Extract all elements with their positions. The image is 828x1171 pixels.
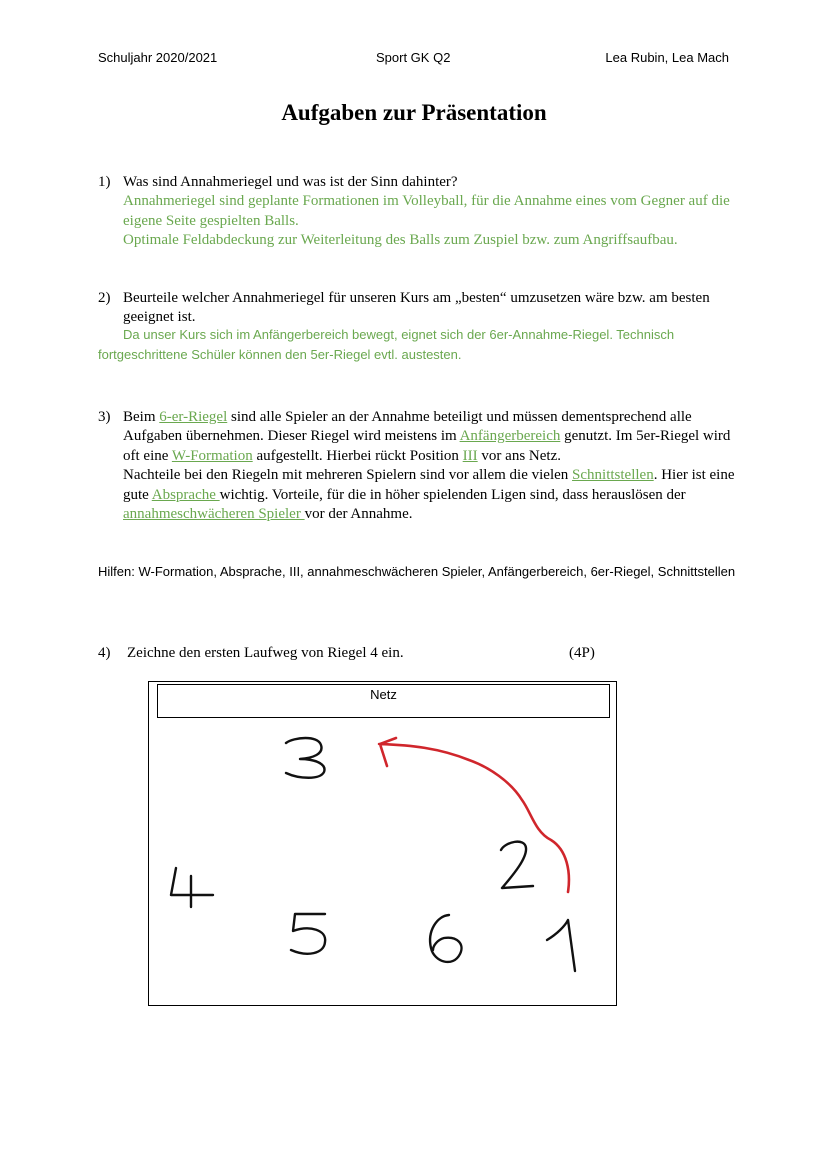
question-1-answer-2: Optimale Feldabdeckung zur Weiterleitung des Balls zum Zuspiel bzw. zum Angriffsaufbau. (123, 232, 678, 249)
hints: Hilfen: W-Formation, Absprache, III, annahmeschwächeren Spieler, Anfängerbereich, 6er-Riegel, Schnittstellen (98, 564, 736, 579)
q3-text-6: Nachteile bei den Riegeln mit mehreren Spielern sind vor allem die vielen (123, 467, 573, 484)
q3-fill-7: annahmeschwächeren Spieler (123, 506, 305, 523)
court-drawing (149, 682, 616, 1005)
question-2-answer: Da unser Kurs sich im Anfängerbereich bewegt, eignet sich der 6er-Annahme-Riegel. Technisch fortgeschrittene Schüler können den 5er-Riegel evtl. austesten. (98, 327, 675, 362)
q3-text-8: wichtig. Vorteile, für die in höher spielenden Ligen sind, dass herauslösen der (219, 486, 686, 503)
question-3 (98, 408, 738, 524)
q3-fill-5: Schnittstellen (572, 467, 654, 484)
volleyball-court (148, 681, 617, 1006)
player-5-icon (291, 914, 325, 954)
q3-fill-6: Absprache (151, 486, 220, 503)
player-1-icon (547, 920, 575, 971)
player-6-icon (430, 915, 461, 962)
q3-text-7: . Hier ist eine gute (123, 467, 735, 503)
question-2 (98, 289, 738, 328)
header-school-year: Schuljahr 2020/2021 (98, 50, 218, 65)
q3-fill-1: 6-er-Riegel (159, 409, 228, 425)
question-2-number: 2) (98, 290, 111, 306)
player-2-icon (501, 842, 533, 888)
question-4-points: (4P) (569, 645, 595, 661)
question-1-text: Was sind Annahmeriegel und was ist der Sinn dahinter? (123, 174, 458, 190)
question-1 (98, 173, 738, 251)
q3-text-3: genutzt. Im 5er-Riegel wird oft eine (123, 428, 731, 464)
net: Netz (157, 684, 610, 718)
running-path-arrow (379, 738, 569, 892)
header-authors: Lea Rubin, Lea Mach (605, 50, 729, 65)
question-3-text (123, 408, 738, 524)
question-4-text: Zeichne den ersten Laufweg von Riegel 4 ein. (127, 645, 404, 661)
question-4-number: 4) (98, 645, 111, 661)
q3-text-4: aufgestellt. Hierbei rückt Position (252, 447, 463, 464)
q3-text-9: vor der Annahme. (304, 506, 413, 523)
player-4-icon (171, 868, 213, 907)
player-3-icon (286, 738, 324, 778)
q3-fill-4: III (462, 447, 478, 464)
q3-fill-2: Anfängerbereich (459, 428, 561, 445)
question-3-number: 3) (98, 409, 111, 425)
q3-text-1: Beim (123, 409, 160, 425)
question-2-text: Beurteile welcher Annahmeriegel für unseren Kurs am „besten“ umzusetzen wäre bzw. am besten geeignet ist. (123, 290, 710, 326)
question-1-number: 1) (98, 174, 111, 190)
q3-fill-3: W-Formation (171, 447, 253, 464)
q3-text-5: vor ans Netz. (477, 447, 561, 464)
question-1-answer-1: Annahmeriegel sind geplante Formationen im Volleyball, für die Annahme eines vom Gegner auf die eigene Seite gespielten Balls. (123, 193, 730, 229)
q3-text-2: sind alle Spieler an der Annahme beteiligt und müssen dementsprechend alle Aufgaben übernehmen. Dieser Riegel wird meistens im (123, 409, 692, 445)
header-course: Sport GK Q2 (376, 50, 451, 65)
page-title: Aufgaben zur Präsentation (281, 100, 547, 125)
